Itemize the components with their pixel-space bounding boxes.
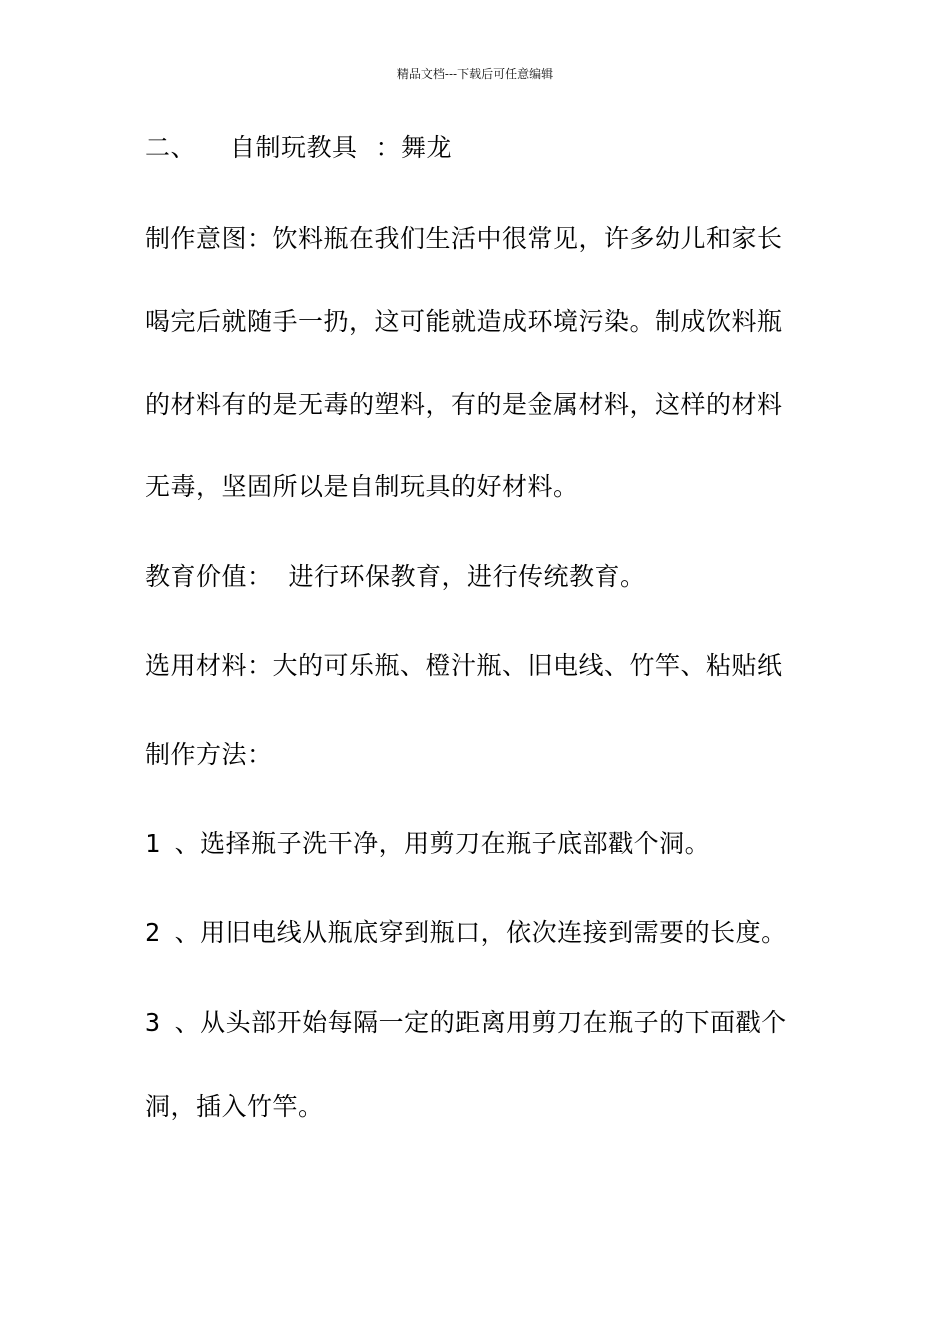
education-value-label: 教育价值： (145, 562, 273, 591)
intent-line-4: 无毒，坚固所以是自制玩具的好材料。 (145, 472, 579, 501)
section-name: 舞龙 (401, 133, 453, 162)
education-value (145, 560, 825, 594)
education-value-text: 进行环保教育，进行传统教育。 (288, 562, 646, 591)
method-title: 制作方法： (145, 740, 273, 769)
materials-line: 选用材料：大的可乐瓶、橙汁瓶、旧电线、竹竿、粘贴纸 (145, 651, 783, 680)
method-step-1 (145, 827, 825, 861)
method-step-3 (145, 1006, 825, 1040)
section-title (145, 131, 825, 165)
intent-line-2: 喝完后就随手一扔，这可能就造成环境污染。制成饮料瓶 (145, 307, 783, 336)
step-text: 、从头部开始每隔一定的距离用剪刀在瓶子的下面戳个 (174, 1008, 787, 1037)
intent-line-1: 制作意图：饮料瓶在我们生活中很常见，许多幼儿和家长 (145, 224, 783, 253)
method-step-3-continuation: 洞，插入竹竿。 (145, 1092, 324, 1121)
step-number: 3 (145, 1008, 161, 1037)
step-number: 2 (145, 918, 161, 947)
intent-line-3: 的材料有的是无毒的塑料，有的是金属材料，这样的材料 (145, 390, 783, 419)
step-text: 、选择瓶子洗干净，用剪刀在瓶子底部戳个洞。 (174, 829, 711, 858)
method-step-2 (145, 916, 825, 950)
section-number: 二、 (145, 133, 197, 162)
section-heading: 自制玩教具 (230, 133, 358, 162)
page-header: 精品文档---下载后可任意编辑 (396, 67, 554, 81)
section-separator: ： (375, 133, 402, 162)
step-number: 1 (145, 829, 161, 858)
step-text: 、用旧电线从瓶底穿到瓶口，依次连接到需要的长度。 (174, 918, 787, 947)
